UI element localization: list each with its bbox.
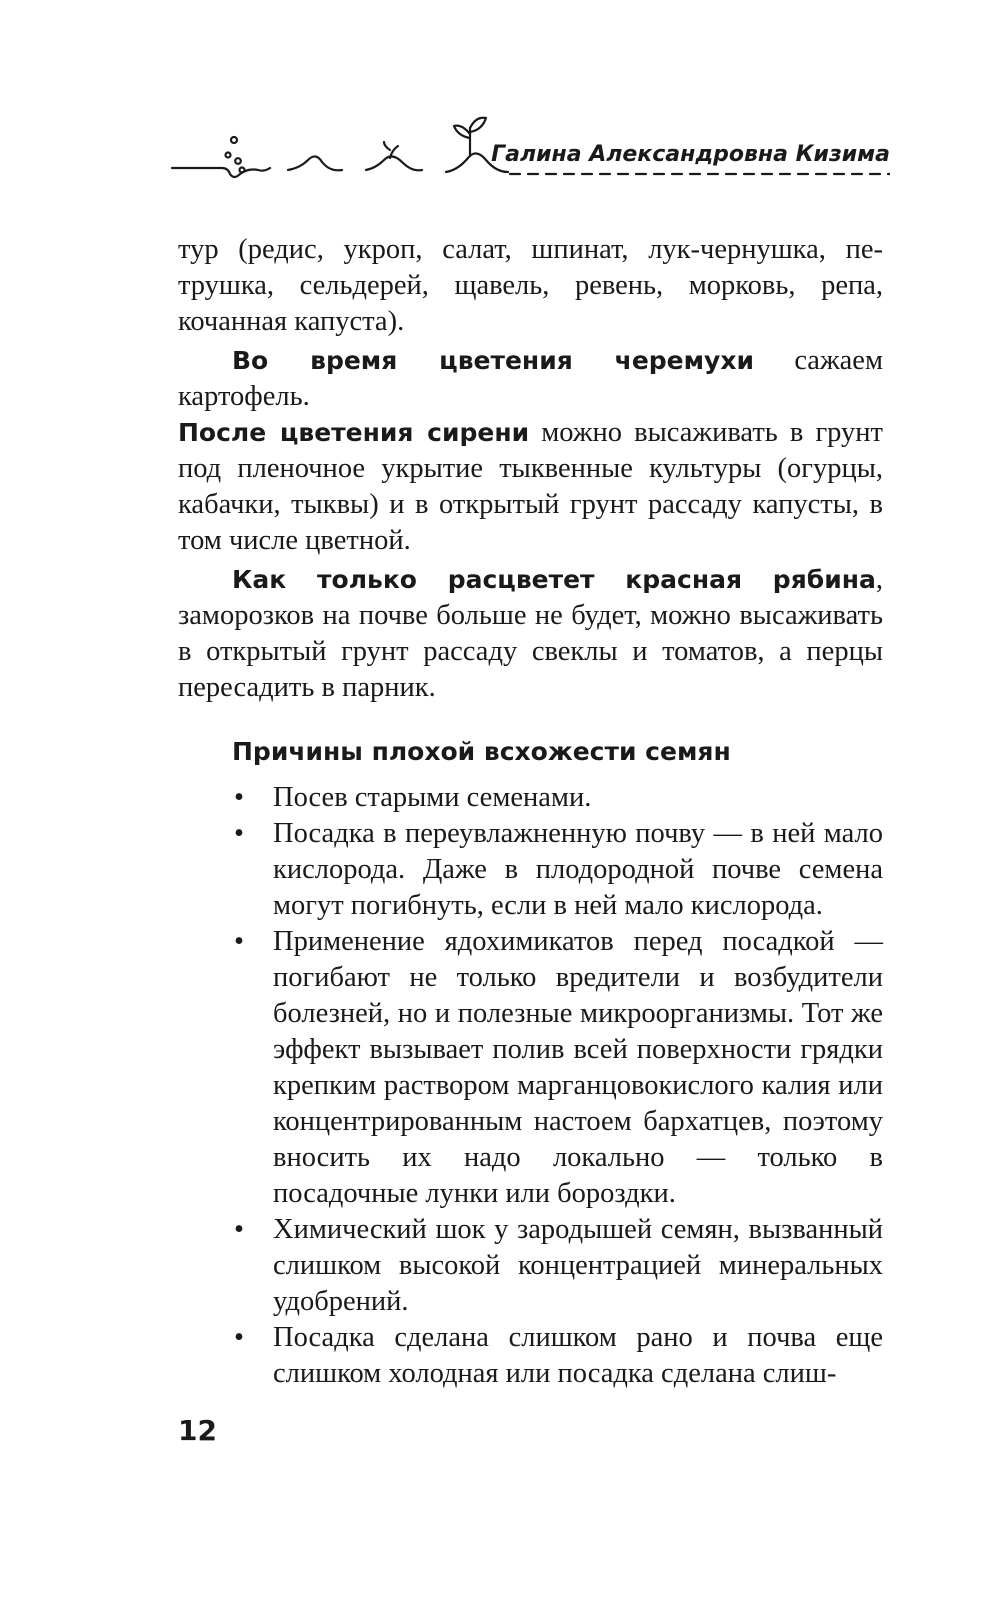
list-item-text: Посадка в переувлажненную почву — в ней мало кислорода. Даже в плодородной почве семена могут погибнуть, если в ней мало кислорода. [273, 818, 883, 921]
running-header [170, 100, 890, 200]
list-item-text: Применение ядохимикатов перед посадкой — погибают не только вредители и возбудители болезней, но и полезные микроорганизмы. Тот же эффект вызывает полив всей поверхности грядки крепким раствором марганцовокислого калия или концентрированным настоем бархатцев, поэтому вносить их надо локально — только в посадочные лунки или бороздки. [273, 926, 883, 1209]
author-name: Галина Александровна Кизима [491, 142, 890, 167]
paragraph-vegetable-list: тур (редис, укроп, салат, шпинат, лук-чернушка, петрушка, сельдерей, щавель, ревень, морковь, репа, кочанная капуста). [178, 234, 883, 337]
paragraph-rowan [178, 562, 883, 706]
paragraph-text: сажаем картофель. [178, 345, 883, 412]
paragraph-bird-cherry [178, 343, 883, 415]
bullet: • [234, 1322, 244, 1353]
bold-phrase: После цветения сирени [178, 418, 530, 447]
paragraph-lilac [178, 415, 883, 559]
bullet: • [234, 1214, 244, 1245]
causes-list [178, 780, 883, 1392]
list-item [178, 1320, 883, 1392]
list-item [178, 1212, 883, 1320]
bold-phrase: Как только расцветет красная рябина [232, 565, 876, 594]
list-item [178, 780, 883, 816]
bold-phrase: Во время цветения черемухи [232, 346, 754, 375]
list-item-text: Химический шок у зародышей семян, вызванный слишком высокой концентрацией минеральных удобрений. [273, 1214, 883, 1317]
paragraph-text: , заморозков на почве больше не будет, можно высаживать в открытый грунт рассаду свеклы и томатов, а перцы пересадить в парник. [178, 564, 883, 703]
list-item [178, 816, 883, 924]
bullet: • [234, 926, 244, 957]
section-heading: Причины плохой всхожести семян [232, 737, 731, 766]
page-body [178, 232, 883, 1392]
list-item-text: Посадка сделана слишком рано и почва еще слишком холодная или посадка сделана слиш- [273, 1322, 883, 1389]
bullet: • [234, 782, 244, 813]
paragraph-text: можно высаживать в грунт под пленочное укрытие тыквенные культуры (огурцы, кабачки, тыквы) и в открытый грунт рассаду капусты, в том числе цветной. [178, 417, 884, 556]
bullet: • [234, 818, 244, 849]
list-item [178, 924, 883, 1212]
list-item-text: Посев старыми семенами. [273, 782, 592, 813]
page-number: 12 [178, 1414, 217, 1447]
